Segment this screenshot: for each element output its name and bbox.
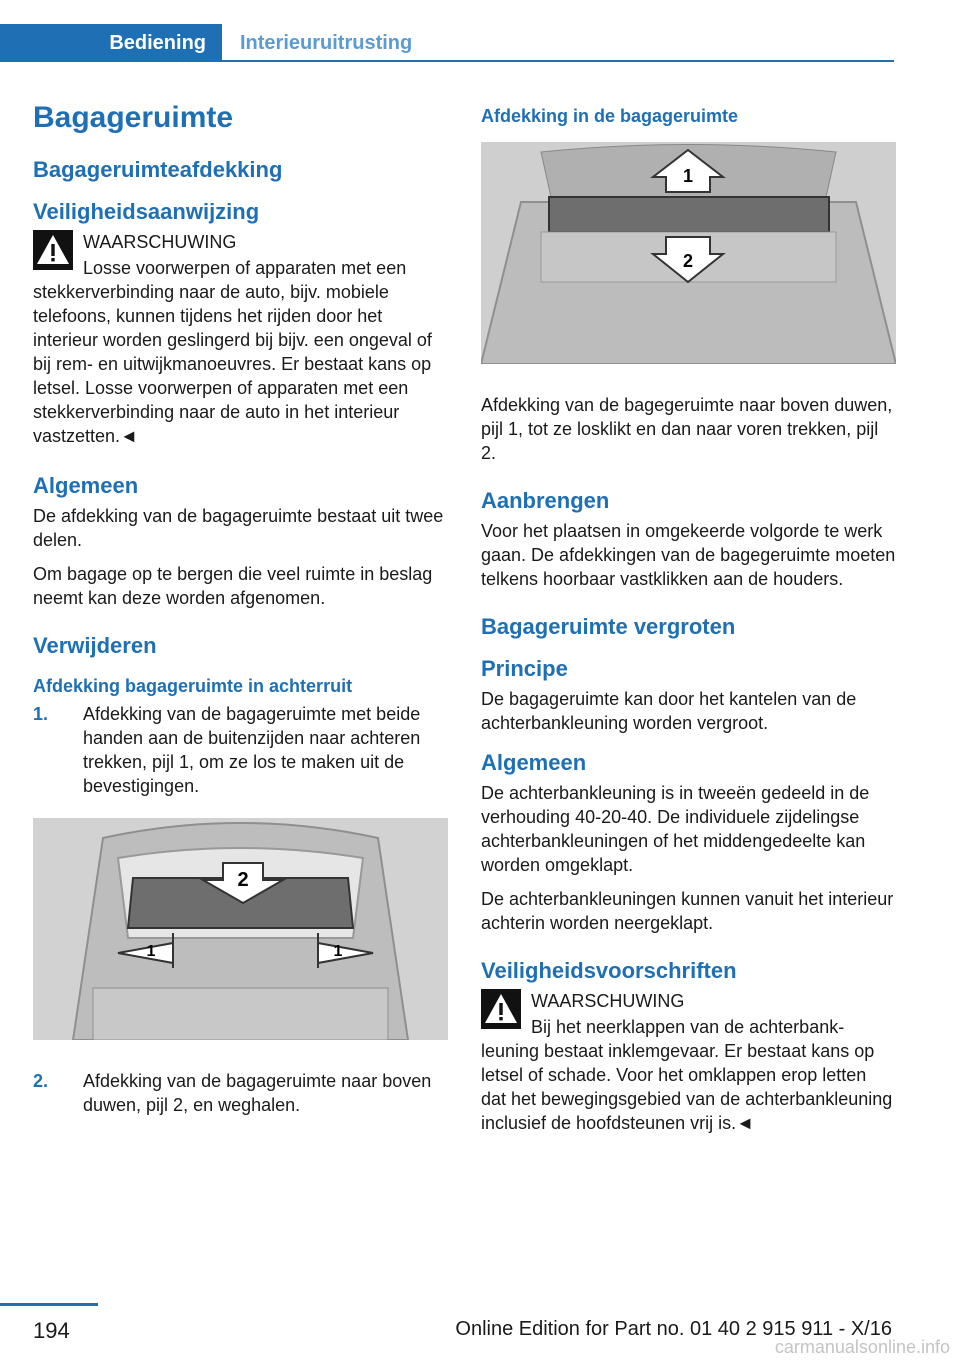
watermark: carmanualsonline.info — [774, 1337, 950, 1357]
warning-triangle-icon — [33, 230, 73, 270]
step-text: Afdekking van de bagageruimte naar boven duwen, pijl 2, en weghalen. — [83, 1071, 432, 1115]
install-heading: Aanbrengen — [481, 488, 610, 513]
general-heading: Algemeen — [33, 473, 139, 498]
general-paragraph-2: De achterbankleuningen kunnen vanuit het interieur achterin worden neergeklapt. — [481, 889, 894, 933]
edition-note: Online Edition for Part no. 01 40 2 915 911 - X/16 — [455, 1318, 892, 1340]
left-column — [33, 100, 448, 1127]
warning-title: WAARSCHUWING — [531, 991, 685, 1011]
warning-text: Losse voorwerpen of apparaten met een stekkerverbinding naar de auto, bijv. mobiele telefoons, kunnen tijdens het rijden door het interieur worden geslingerd bij bijv. een ongeval of bij rem- en uitwijkmanoeuvres. Er bestaat kans op letsel. Losse voorwerpen of apparaten met een stekkerverbinding naar de auto in het interieur vastzetten.◄ — [33, 258, 432, 446]
rear-window-cover-figure — [33, 818, 448, 1040]
step-2 — [33, 1069, 448, 1117]
install-text: Voor het plaatsen in omgekeerde volgorde te werk gaan. De afdekkingen van de bagegeruimte moeten telkens hoorbaar vastklikken aan de houders. — [481, 521, 896, 589]
header-tabs — [0, 24, 894, 62]
figure-label-1-left: 1 — [146, 943, 156, 960]
figure-label-2: 2 — [682, 251, 694, 271]
step-1 — [33, 702, 448, 798]
principle-heading: Principe — [481, 656, 568, 681]
page-title: Bagageruimte — [33, 101, 234, 134]
tab-bediening[interactable]: Bediening — [0, 24, 222, 62]
remove-heading: Verwijderen — [33, 633, 157, 658]
figure-label-1: 1 — [682, 166, 694, 186]
step-number: 2. — [33, 1071, 49, 1091]
cover-heading: Afdekking in de bagageruimte — [481, 106, 739, 126]
general-heading: Algemeen — [481, 750, 587, 775]
warning-block — [33, 230, 448, 448]
footer-divider — [0, 1303, 98, 1306]
section-heading: Bagageruimteafdekking — [33, 157, 283, 182]
warning-block — [481, 989, 896, 1135]
page-number: 194 — [33, 1318, 70, 1343]
figure-label-2: 2 — [237, 869, 249, 891]
header-divider — [222, 60, 894, 62]
figure-label-1-right: 1 — [333, 943, 343, 960]
right-column — [481, 104, 896, 1159]
warning-text: Bij het neerklappen van de achterbankleuning bestaat inklemgevaar. Er bestaat kans op letsel of schade. Voor het omklappen erop letten dat het bewegingsgebied van de achterbankleuning inclusief de hoofdsteunen vrij is.◄ — [481, 1017, 893, 1133]
safety-rules-heading: Veiligheidsvoorschriften — [481, 958, 737, 983]
general-paragraph-1: De afdekking van de bagageruimte bestaat uit twee delen. — [33, 506, 444, 550]
luggage-cover-figure — [481, 142, 896, 364]
safety-heading: Veiligheidsaanwijzing — [33, 199, 260, 224]
warning-title: WAARSCHUWING — [83, 232, 237, 252]
principle-text: De bagageruimte kan door het kantelen van de achterbankleuning worden vergroot. — [481, 689, 857, 733]
enlarge-heading: Bagageruimte vergroten — [481, 614, 736, 639]
warning-triangle-icon — [481, 989, 521, 1029]
remove-subheading: Afdekking bagageruimte in achterruit — [33, 676, 353, 696]
general-paragraph-2: Om bagage op te bergen die veel ruimte in beslag neemt kan deze worden afgenomen. — [33, 564, 433, 608]
step-text: Afdekking van de bagageruimte met beide handen aan de buitenzijden naar achteren trekken, pijl 1, om ze los te maken uit de bevestigingen. — [83, 704, 421, 796]
cover-text: Afdekking van de bagegeruimte naar boven duwen, pijl 1, tot ze losklikt en dan naar voren trekken, pijl 2. — [481, 395, 893, 463]
tab-interieuruitrusting[interactable]: Interieuruitrusting — [240, 31, 413, 54]
general-paragraph-1: De achterbankleuning is in tweeën gedeeld in de verhouding 40-20-40. De individuele zijdelingse achterbankleuningen of het middengedeelte kan worden omgeklapt. — [481, 783, 870, 875]
step-number: 1. — [33, 704, 49, 724]
